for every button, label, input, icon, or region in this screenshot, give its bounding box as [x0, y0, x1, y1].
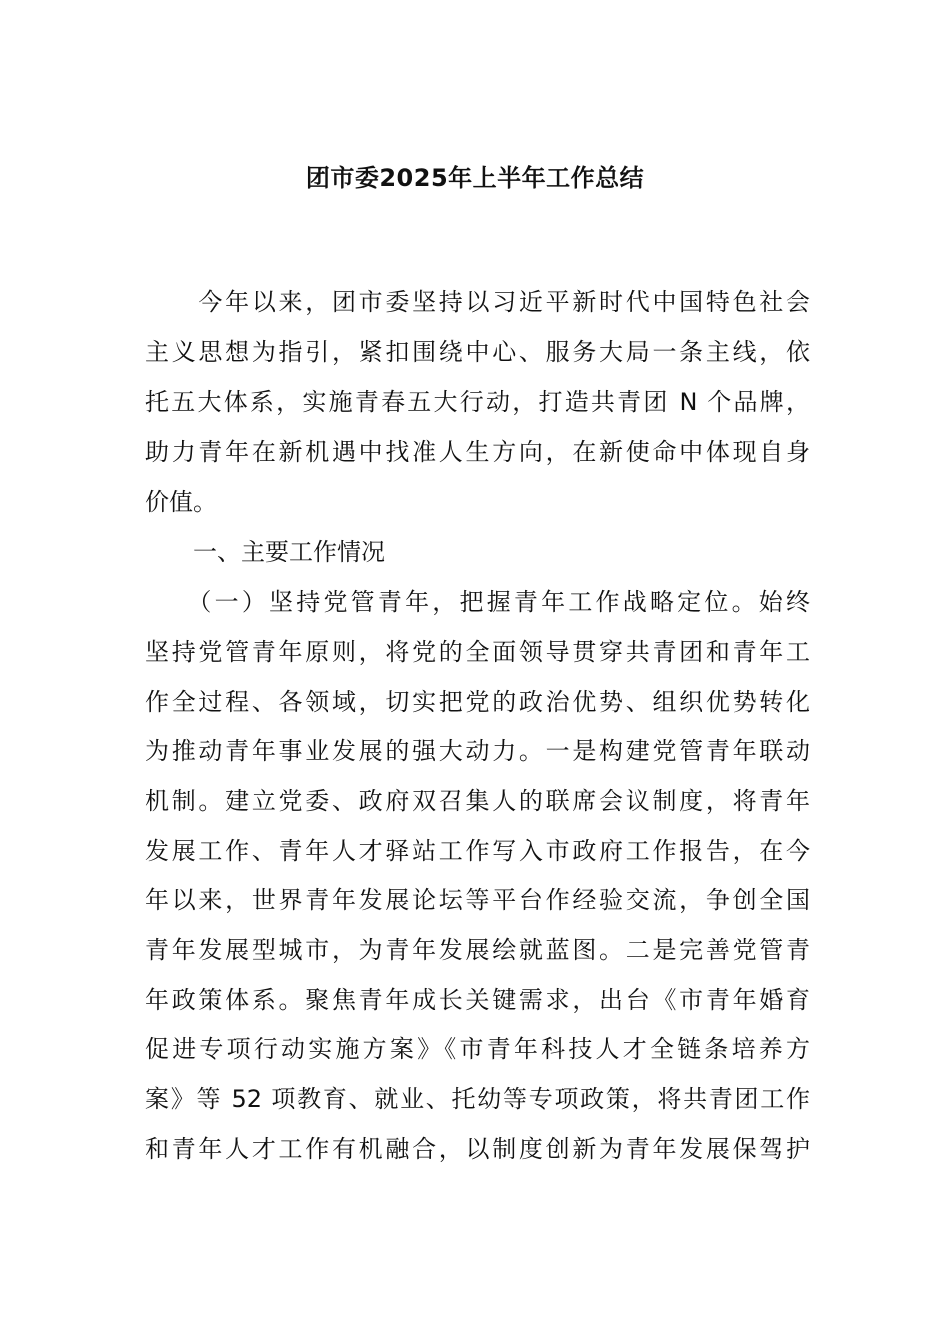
- paragraph-line: 青年发展型城市，为青年发展绘就蓝图。二是完善党管青: [145, 936, 810, 964]
- paragraph-line: 作全过程、各领域，切实把党的政治优势、组织优势转化: [145, 688, 810, 716]
- paragraph-line: 坚持党管青年原则，将党的全面领导贯穿共青团和青年工: [145, 638, 810, 666]
- paragraph-line: 和青年人才工作有机融合，以制度创新为青年发展保驾护: [145, 1135, 810, 1163]
- paragraph-line: 年政策体系。聚焦青年成长关键需求，出台《市青年婚育: [145, 986, 810, 1014]
- paragraph-line: 促进专项行动实施方案》《市青年科技人才全链条培养方: [145, 1035, 810, 1063]
- paragraph-line: 主义思想为指引，紧扣围绕中心、服务大局一条主线，依: [145, 338, 810, 366]
- paragraph-line: 机制。建立党委、政府双召集人的联席会议制度，将青年: [145, 787, 810, 815]
- section-heading: 一、主要工作情况: [145, 538, 385, 566]
- paragraph-line: 年以来，世界青年发展论坛等平台作经验交流，争创全国: [145, 886, 810, 914]
- document-title: 团市委2025年上半年工作总结: [305, 164, 645, 192]
- paragraph-line: 案》等 52 项教育、就业、托幼等专项政策，将共青团工作: [145, 1085, 810, 1113]
- paragraph-line: 发展工作、青年人才驿站工作写入市政府工作报告，在今: [145, 837, 810, 865]
- paragraph-line: 为推动青年事业发展的强大动力。一是构建党管青年联动: [145, 737, 810, 765]
- paragraph-line: 价值。: [145, 488, 217, 516]
- paragraph-line: 助力青年在新机遇中找准人生方向，在新使命中体现自身: [145, 438, 810, 466]
- paragraph-line: 托五大体系，实施青春五大行动，打造共青团 N 个品牌，: [145, 388, 810, 416]
- paragraph-line: 今年以来，团市委坚持以习近平新时代中国特色社会: [145, 288, 810, 316]
- paragraph-line: （一）坚持党管青年，把握青年工作战略定位。始终: [145, 588, 810, 616]
